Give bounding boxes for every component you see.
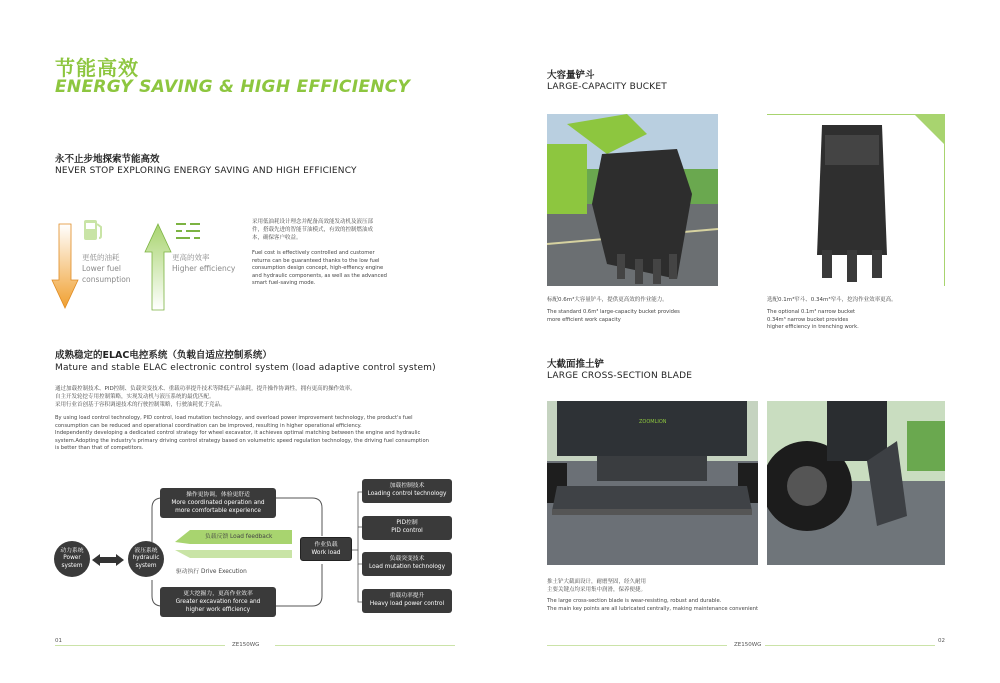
up-arrow-icon xyxy=(143,222,173,312)
narrow-bucket-caption-en: The optional 0.1m³ narrow bucket 0.34m³ narrow bucket provides higher efficiency in trenching work. xyxy=(767,309,859,330)
blade-caption-en: The large cross-section blade is wear-resisting, robust and durable. The main key points are all lubricated centrally, making maintenance convenient xyxy=(547,598,759,612)
page-title-cn: 节能高效 xyxy=(55,56,139,80)
flow-top-box: 操作更协调，体验更舒适 More coordinated operation and more comfortable experience xyxy=(160,488,276,518)
blade-front-photo xyxy=(547,401,758,565)
blade-caption-cn: 推土铲大截面设计，耐磨坚固，经久耐用 主要关键点均采用集中润滑，保养便捷。 xyxy=(547,579,647,593)
flow-bottom-box: 更大挖掘力，更高作业效率 Greater excavation force and higher work efficiency xyxy=(160,587,276,617)
footer-rule xyxy=(765,645,935,646)
fuel-label-cn: 更低的油耗 xyxy=(82,253,120,262)
blade-heading-cn: 大截面推土铲 xyxy=(547,359,605,370)
model-name-left: ZE150WG xyxy=(232,642,260,648)
model-name-right: ZE150WG xyxy=(734,642,762,648)
fuel-pump-icon xyxy=(82,216,104,242)
narrow-bucket-photo xyxy=(767,114,945,286)
flow-tech-box: 负载突变技术 Load mutation technology xyxy=(362,552,452,576)
bucket-heading-cn: 大容量铲斗 xyxy=(547,70,595,81)
workload-box: 作业负载 Work load xyxy=(300,537,352,561)
eff-label-en: Higher efficiency xyxy=(172,264,236,273)
blade-heading-en: LARGE CROSS-SECTION BLADE xyxy=(547,371,693,381)
page-number-right: 02 xyxy=(938,638,945,644)
hydraulic-system-node: 液压系统 hydraulic system xyxy=(128,541,164,577)
footer-rule xyxy=(275,645,455,646)
flow-tech-box: 加载控制技术 Loading control technology xyxy=(362,479,452,503)
section2-paragraph-cn: 通过加载控制技术、PID控制、负载突变技术、重载功率提升技术等降低产品油耗，提升操作协调性，拥有更高的操作效率。 自主开发轮挖专用控制策略，实现发动机与液压系统的最优匹配。 采用行业首创基于容积调速技术的行驶控制策略，行驶油耗优于竞品。 xyxy=(55,386,356,408)
page-number-left: 01 xyxy=(55,638,62,644)
eff-label-cn: 更高的效率 xyxy=(172,253,210,262)
bucket-heading-en: LARGE-CAPACITY BUCKET xyxy=(547,82,667,92)
footer-rule xyxy=(55,645,225,646)
section2-heading-cn: 成熟稳定的ELAC电控系统（负载自适应控制系统） xyxy=(55,350,272,361)
section1-heading-cn: 永不止步地探索节能高效 xyxy=(55,154,160,165)
bucket-caption-cn: 标配0.6m³大容量铲斗，提供更高效的作业能力。 xyxy=(547,297,668,303)
brand-logo: ZOOMLION xyxy=(639,419,667,425)
blade-side-photo xyxy=(767,401,945,565)
drive-execution-label: 驱动执行 Drive Execution xyxy=(176,569,247,575)
section1-paragraph-en: Fuel cost is effectively controlled and customer returns can be guaranteed thanks to the low fuel consumption design concept, high-effiency engine and hydraulic components, as well as the advanced smart fuel-saving mode. xyxy=(252,250,387,286)
load-feedback-label: 负载反馈 Load feedback xyxy=(205,534,273,540)
down-arrow-icon xyxy=(50,222,80,310)
flow-tech-box: PID控制 PID control xyxy=(362,516,452,540)
efficiency-icon xyxy=(174,220,202,242)
power-system-node: 动力系统 Power system xyxy=(54,541,90,577)
section2-paragraph-en: By using load control technology, PID control, load mutation technology, and overload power improvement technology, the product's fuel consumption can be reduced and operational coordination can be improved, resulting in higher operational efficiency. Independently developing a dedicated control strategy for wheel excavator, it achieves optimal matching between the engine and hydraulic system.Adopting the industry's primary driving control strategy based on volumetric speed regulation technology, the driving fuel consumption is better than that of competitors. xyxy=(55,415,429,451)
flow-tech-box: 重载功率提升 Heavy load power control xyxy=(362,589,452,613)
fuel-label-en-1: Lower fuel xyxy=(82,264,121,273)
section1-heading-en: NEVER STOP EXPLORING ENERGY SAVING AND HIGH EFFICIENCY xyxy=(55,166,357,176)
section1-paragraph-cn: 采用低油耗设计理念并配备高效能发动机及液压部 件，搭载先进的智能节油模式，有效的控制燃油成 本，确保客户收益。 xyxy=(252,219,374,241)
bucket-caption-en: The standard 0.6m³ large-capacity bucket provides more efficient work capacity xyxy=(547,309,680,323)
footer-rule xyxy=(547,645,727,646)
fuel-label-en-2: consumption xyxy=(82,275,131,284)
page-title-en: ENERGY SAVING & HIGH EFFICIENCY xyxy=(55,77,411,97)
bucket-photo xyxy=(547,114,718,286)
narrow-bucket-caption-cn: 选配0.1m³窄斗、0.34m³窄斗，挖沟作业效率更高。 xyxy=(767,297,897,303)
section2-heading-en: Mature and stable ELAC electronic control system (load adaptive control system) xyxy=(55,363,436,373)
